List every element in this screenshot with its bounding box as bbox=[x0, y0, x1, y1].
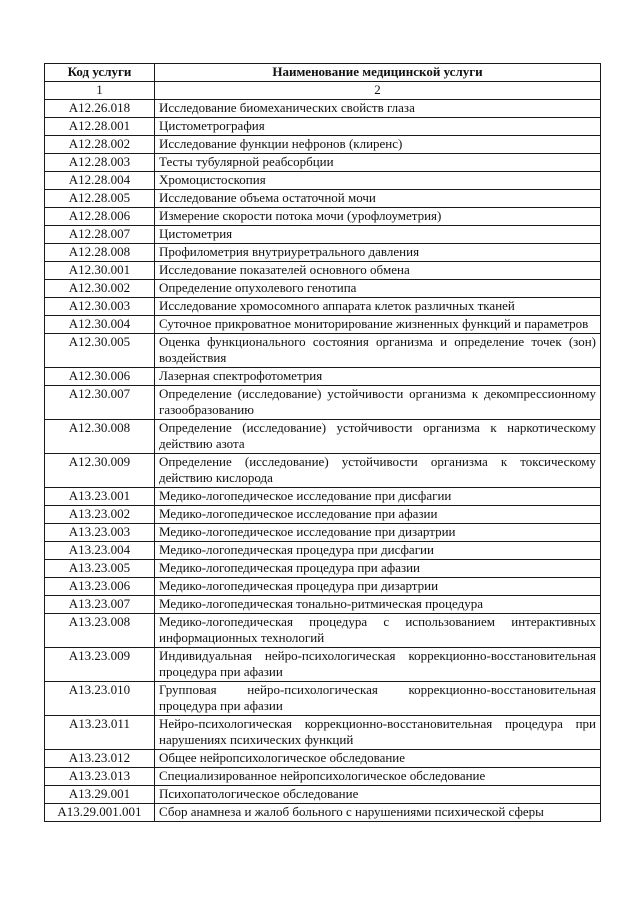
service-code: A12.26.018 bbox=[45, 100, 155, 118]
service-code: A12.28.002 bbox=[45, 136, 155, 154]
service-code: A13.23.001 bbox=[45, 488, 155, 506]
table-row bbox=[45, 716, 601, 750]
service-code: A13.23.005 bbox=[45, 560, 155, 578]
service-code: A12.28.006 bbox=[45, 208, 155, 226]
service-name: Измерение скорости потока мочи (урофлоуметрия) bbox=[155, 208, 601, 226]
table-row bbox=[45, 614, 601, 648]
service-name: Профилометрия внутриуретрального давления bbox=[155, 244, 601, 262]
table-row bbox=[45, 648, 601, 682]
service-code: A13.23.010 bbox=[45, 682, 155, 716]
service-code: A12.28.008 bbox=[45, 244, 155, 262]
service-name: Медико-логопедическая процедура при дизартрии bbox=[155, 578, 601, 596]
service-name: Специализированное нейропсихологическое обследование bbox=[155, 768, 601, 786]
service-name: Исследование объема остаточной мочи bbox=[155, 190, 601, 208]
service-name: Исследование показателей основного обмена bbox=[155, 262, 601, 280]
table-row bbox=[45, 750, 601, 768]
service-code: A12.28.007 bbox=[45, 226, 155, 244]
service-name: Цистометрография bbox=[155, 118, 601, 136]
table-row bbox=[45, 208, 601, 226]
column-number-2: 2 bbox=[155, 82, 601, 100]
table-row bbox=[45, 100, 601, 118]
service-code: A13.23.004 bbox=[45, 542, 155, 560]
table-row bbox=[45, 154, 601, 172]
service-code: A12.30.007 bbox=[45, 386, 155, 420]
service-code: A12.30.001 bbox=[45, 262, 155, 280]
service-code: A12.30.002 bbox=[45, 280, 155, 298]
service-code: A13.23.008 bbox=[45, 614, 155, 648]
table-row bbox=[45, 280, 601, 298]
header-name: Наименование медицинской услуги bbox=[155, 64, 601, 82]
service-name: Групповая нейро-психологическая коррекционно-восстановительная процедура при афазии bbox=[155, 682, 601, 716]
medical-services-table bbox=[44, 63, 601, 822]
service-code: A12.30.006 bbox=[45, 368, 155, 386]
table-row bbox=[45, 226, 601, 244]
table-row bbox=[45, 560, 601, 578]
table-row bbox=[45, 368, 601, 386]
service-name: Лазерная спектрофотометрия bbox=[155, 368, 601, 386]
table-row bbox=[45, 298, 601, 316]
table-row bbox=[45, 804, 601, 822]
table-row bbox=[45, 454, 601, 488]
service-name: Медико-логопедическое исследование при афазии bbox=[155, 506, 601, 524]
header-row bbox=[45, 64, 601, 82]
table-row bbox=[45, 190, 601, 208]
service-code: A12.28.003 bbox=[45, 154, 155, 172]
service-name: Сбор анамнеза и жалоб больного с нарушениями психической сферы bbox=[155, 804, 601, 822]
service-name: Исследование биомеханических свойств глаза bbox=[155, 100, 601, 118]
table-row bbox=[45, 316, 601, 334]
service-code: A12.30.004 bbox=[45, 316, 155, 334]
service-code: A13.23.012 bbox=[45, 750, 155, 768]
service-code: A13.23.009 bbox=[45, 648, 155, 682]
service-name: Исследование функции нефронов (клиренс) bbox=[155, 136, 601, 154]
table-row bbox=[45, 542, 601, 560]
table-row bbox=[45, 172, 601, 190]
service-name: Медико-логопедическая процедура с использованием интерактивных информационных технологий bbox=[155, 614, 601, 648]
table-row bbox=[45, 524, 601, 542]
service-name: Хромоцистоскопия bbox=[155, 172, 601, 190]
service-code: A13.23.007 bbox=[45, 596, 155, 614]
service-name: Медико-логопедическое исследование при дизартрии bbox=[155, 524, 601, 542]
service-code: A13.23.002 bbox=[45, 506, 155, 524]
column-number-1: 1 bbox=[45, 82, 155, 100]
table-row bbox=[45, 334, 601, 368]
service-code: A12.28.004 bbox=[45, 172, 155, 190]
service-code: A12.28.001 bbox=[45, 118, 155, 136]
service-code: A12.30.009 bbox=[45, 454, 155, 488]
table-row bbox=[45, 488, 601, 506]
table-row bbox=[45, 386, 601, 420]
service-name: Определение (исследование) устойчивости организма к токсическому действию кислорода bbox=[155, 454, 601, 488]
table-row bbox=[45, 244, 601, 262]
service-code: A12.30.005 bbox=[45, 334, 155, 368]
table-row bbox=[45, 682, 601, 716]
service-name: Оценка функционального состояния организма и определение точек (зон) воздействия bbox=[155, 334, 601, 368]
service-code: A12.30.003 bbox=[45, 298, 155, 316]
service-name: Общее нейропсихологическое обследование bbox=[155, 750, 601, 768]
header-code: Код услуги bbox=[45, 64, 155, 82]
service-name: Исследование хромосомного аппарата клеток различных тканей bbox=[155, 298, 601, 316]
table-body bbox=[45, 100, 601, 822]
service-name: Медико-логопедическая процедура при афазии bbox=[155, 560, 601, 578]
service-name: Тесты тубулярной реабсорбции bbox=[155, 154, 601, 172]
service-code: A13.23.013 bbox=[45, 768, 155, 786]
service-name: Индивидуальная нейро-психологическая коррекционно-восстановительная процедура при афазии bbox=[155, 648, 601, 682]
service-code: A13.23.011 bbox=[45, 716, 155, 750]
table-row bbox=[45, 596, 601, 614]
table-row bbox=[45, 420, 601, 454]
service-name: Медико-логопедическое исследование при дисфагии bbox=[155, 488, 601, 506]
table-row bbox=[45, 506, 601, 524]
service-name: Суточное прикроватное мониторирование жизненных функций и параметров bbox=[155, 316, 601, 334]
table-row bbox=[45, 768, 601, 786]
service-code: A13.23.003 bbox=[45, 524, 155, 542]
service-name: Определение (исследование) устойчивости организма к декомпрессионному газообразованию bbox=[155, 386, 601, 420]
service-code: A12.28.005 bbox=[45, 190, 155, 208]
service-name: Определение опухолевого генотипа bbox=[155, 280, 601, 298]
table-row bbox=[45, 578, 601, 596]
service-code: A13.23.006 bbox=[45, 578, 155, 596]
table-row bbox=[45, 136, 601, 154]
service-name: Медико-логопедическая процедура при дисфагии bbox=[155, 542, 601, 560]
table-row bbox=[45, 118, 601, 136]
service-code: A13.29.001.001 bbox=[45, 804, 155, 822]
service-code: A13.29.001 bbox=[45, 786, 155, 804]
service-name: Определение (исследование) устойчивости организма к наркотическому действию азота bbox=[155, 420, 601, 454]
column-number-row bbox=[45, 82, 601, 100]
service-code: A12.30.008 bbox=[45, 420, 155, 454]
table-row bbox=[45, 262, 601, 280]
service-name: Цистометрия bbox=[155, 226, 601, 244]
service-name: Психопатологическое обследование bbox=[155, 786, 601, 804]
table-row bbox=[45, 786, 601, 804]
service-name: Нейро-психологическая коррекционно-восстановительная процедура при нарушениях психических функций bbox=[155, 716, 601, 750]
service-name: Медико-логопедическая тонально-ритмическая процедура bbox=[155, 596, 601, 614]
